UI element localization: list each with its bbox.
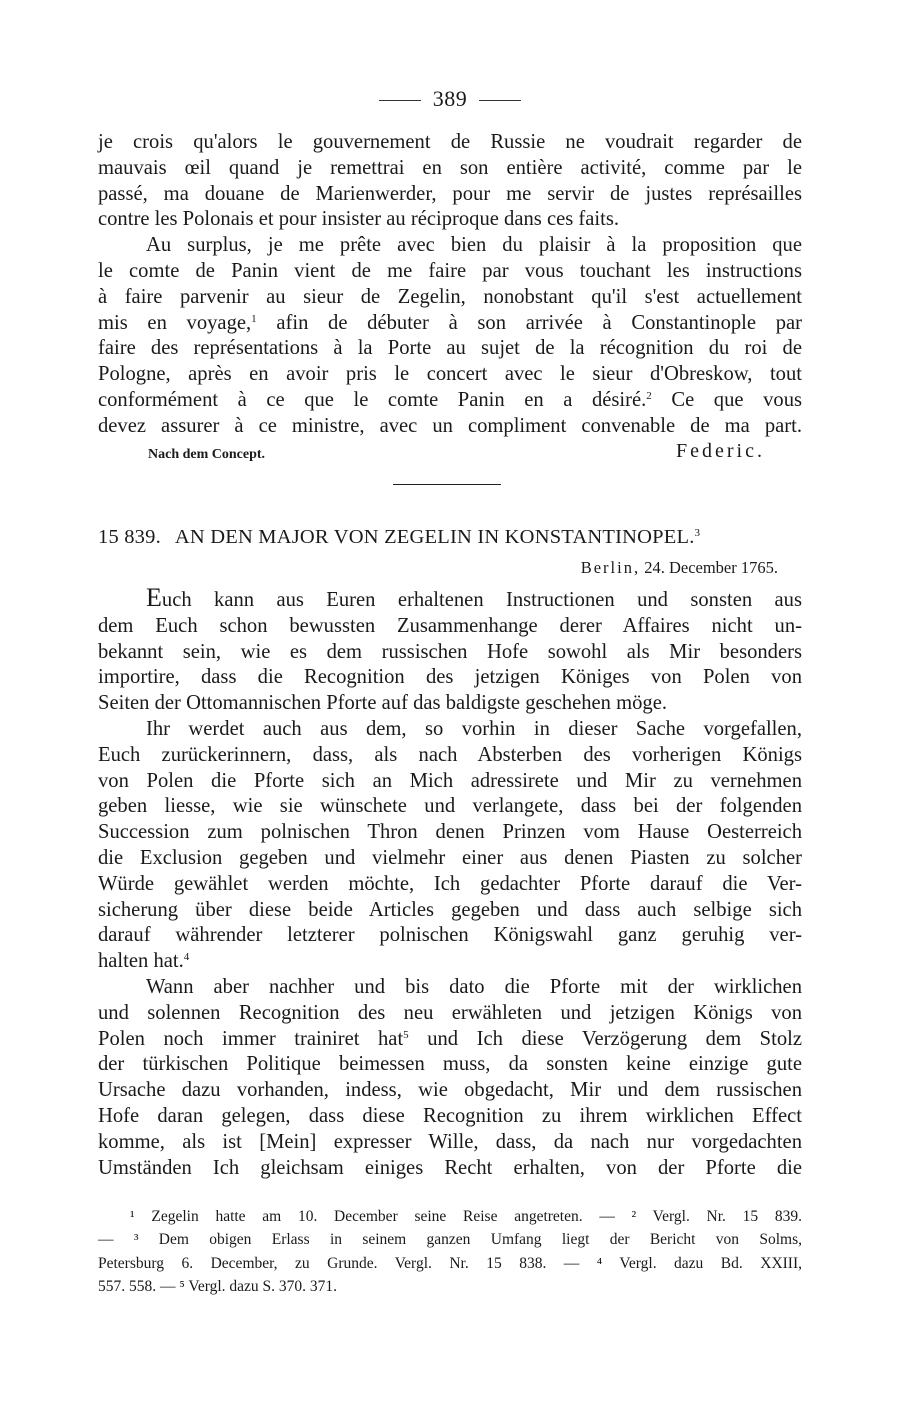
dateline-date: 24. December 1765. xyxy=(644,558,778,577)
page-number-left-dash xyxy=(379,100,421,101)
letter-2-line: Hofe daran gelegen, dass diese Recognition zu ihrem wirklichen Effect xyxy=(98,1104,802,1127)
section-separator xyxy=(393,484,501,485)
letter-1-line: je crois qu'alors le gouvernement de Russie ne voudrait regarder de xyxy=(98,131,802,153)
letter-1-line: passé, ma douane de Marienwerder, pour me servir de justes représailles xyxy=(98,182,802,205)
footnote-ref-1: 1 xyxy=(251,312,257,325)
drop-capital: E xyxy=(146,583,162,612)
footnote-ref-3: 3 xyxy=(694,527,701,539)
letter-2-number: 15 839. xyxy=(98,526,161,548)
letter-2-line: von Polen die Pforte sich an Mich adressirete und Mir zu vernehmen xyxy=(98,769,802,792)
letter-2-line: komme, als ist [Mein] expresser Wille, dass, da nach nur vorgedachten xyxy=(98,1130,802,1153)
letter-2-heading xyxy=(98,526,802,549)
letter-1-line: mauvais œil quand je remettrai en son entière activité, comme par le xyxy=(98,156,802,179)
letter-1-line-part: conformément à ce que le comte Panin en a désiré. xyxy=(98,388,647,411)
footnote-ref-2: 2 xyxy=(646,389,652,402)
footnote-line: ¹ Zegelin hatte am 10. December seine Reise angetreten. — ² Vergl. Nr. 15 839. xyxy=(130,1208,802,1225)
letter-2-line: geben liesse, wie sie wünschete und verlangete, dass bei der folgenden xyxy=(98,795,802,818)
letter-2-line: Succession zum polnischen Thron denen Prinzen vom Hause Oesterreich xyxy=(98,821,802,844)
letter-1-line-part: mis en voyage, xyxy=(98,311,252,334)
letter-2-line: Ursache dazu vorhanden, indess, wie obgedacht, Mir und dem russischen xyxy=(98,1079,802,1102)
letter-2-line-with-footnote xyxy=(98,1027,802,1053)
letter-2-line: die Exclusion gegeben und vielmehr einer aus denen Piasten zu solcher xyxy=(98,846,802,869)
dateline-place: Berlin, xyxy=(580,558,641,577)
letter-2-line-part: halten hat. xyxy=(98,950,184,973)
letter-2-line: Würde gewählet werden möchte, Ich gedachter Pforte darauf die Ver- xyxy=(98,872,802,895)
letter-2-title: AN DEN MAJOR VON ZEGELIN IN KONSTANTINOPEL. xyxy=(174,526,695,548)
dateline xyxy=(581,558,778,578)
footnote-line: 557. 558. — ⁵ Vergl. dazu S. 370. 371. xyxy=(98,1278,338,1296)
letter-2-line: Euch zurückerinnern, dass, als nach Absterben des vorherigen Königs xyxy=(98,743,802,766)
letter-2-line: bekannt sein, wie es dem russischen Hofe sowohl als Mir besonders xyxy=(98,640,802,663)
letter-1-line-with-footnote xyxy=(98,311,802,337)
page-number xyxy=(0,86,900,112)
letter-2-body xyxy=(98,583,802,1181)
footnote-line: Petersburg 6. December, zu Grunde. Vergl. Nr. 15 838. — ⁴ Vergl. dazu Bd. XXIII, xyxy=(98,1254,802,1272)
footnotes xyxy=(98,1205,802,1299)
letter-2-line-part: Polen noch immer trainiret hat xyxy=(98,1027,404,1050)
letter-2-line-part: und Ich diese Verzögerung dem Stolz xyxy=(427,1027,802,1050)
page-number-right-dash xyxy=(479,100,521,101)
letter-1-line-part: afin de débuter à son arrivée à Constantinople par xyxy=(276,311,803,334)
letter-2-line: dem Euch schon bewussten Zusammenhange derer Affaires nicht un- xyxy=(98,614,802,637)
footnote-line: — ³ Dem obigen Erlass in seinem ganzen Umfang liegt der Bericht von Solms, xyxy=(98,1231,802,1249)
letter-1-line: à faire parvenir au sieur de Zegelin, nonobstant qu'il s'est actuellement xyxy=(98,285,802,308)
letter-2-line: Wann aber nachher und bis dato die Pforte mit der wirklichen xyxy=(146,975,802,998)
letter-2-line: darauf währender letzterer polnischen Königswahl ganz geruhig ver- xyxy=(98,924,802,947)
letter-1-line: contre les Polonais et pour insister au réciproque dans ces faits. xyxy=(98,208,619,231)
letter-1-line: le comte de Panin vient de me faire par vous touchant les instructions xyxy=(98,259,802,282)
letter-2-line: Seiten der Ottomannischen Pforte auf das baldigste geschehen möge. xyxy=(98,692,668,715)
letter-2-line-with-dropcap xyxy=(98,583,802,614)
letter-2-line: Umständen Ich gleichsam einiges Recht erhalten, von der Pforte die xyxy=(98,1156,802,1179)
letter-2-line: sicherung über diese beide Articles gegeben und dass auch selbige sich xyxy=(98,898,802,921)
letter-2-line: importire, dass die Recognition des jetzigen Königes von Polen von xyxy=(98,666,802,689)
signature: Federic. xyxy=(676,440,765,462)
letter-2-line: Ihr werdet auch aus dem, so vorhin in dieser Sache vorgefallen, xyxy=(146,717,802,740)
letter-2-line: der türkischen Politique beimessen muss, da sonsten keine einzige gute xyxy=(98,1053,802,1076)
letter-2-line-with-footnote xyxy=(98,949,802,975)
letter-1-line: faire des représentations à la Porte au sujet de la récognition du roi de xyxy=(98,337,802,360)
page-number-text: 389 xyxy=(432,86,468,111)
source-note: Nach dem Concept. xyxy=(148,447,266,462)
letter-1-line: devez assurer à ce ministre, avec un compliment convenable de ma part. xyxy=(98,414,802,437)
footnote-ref-4: 4 xyxy=(183,951,190,964)
letter-1-line-with-footnote xyxy=(98,388,802,414)
footnote-ref-5: 5 xyxy=(403,1028,409,1041)
letter-1-body xyxy=(98,130,802,440)
letter-1-line-part: Ce que vous xyxy=(671,388,802,411)
letter-1-line: Au surplus, je me prête avec bien du plaisir à la proposition que xyxy=(146,234,802,257)
letter-2-line: und solennen Recognition des neu erwähleten und jetzigen Königs von xyxy=(98,1001,802,1024)
letter-1-line: Pologne, après en avoir pris le concert avec le sieur d'Obreskow, tout xyxy=(98,363,802,386)
letter-2-line-part: uch kann aus Euren erhaltenen Instructionen und sonsten aus xyxy=(161,589,802,611)
